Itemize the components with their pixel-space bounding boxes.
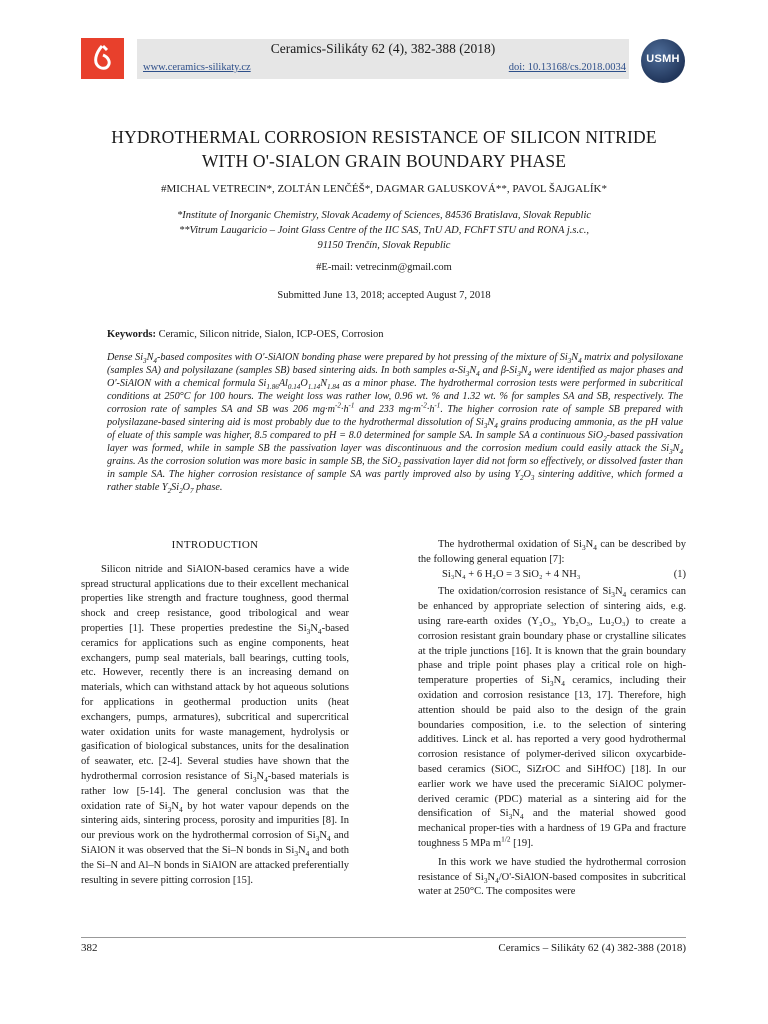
usmh-logo [641,39,685,83]
journal-url-link[interactable]: www.ceramics-silikaty.cz [143,62,251,73]
right-column [418,538,686,900]
abstract: Dense $Si_3N_4$-based composites with O'-SiAlON bonding phase were prepared by hot pressing of the mixture of $Si_3N_4$ matrix and polysiloxane (samples SA) and polysilazane (samples SB) based sintering aids. In both samples $\alpha-Si_3N_4$ and $\beta-Si_3N_4$ were identified as major phases and O'-SiAlON with a chemical formula $Si_{1.86}Al_{0.14}O_{1.14}N_{1.84}$ as a minor phase. The hydrothermal corrosion tests were performed in subcritical conditions at 250°C for 100 hours. The weight loss was rather low, 0.96 wt. % and 1.32 wt. % for samples SA and SB, respectively. The corrosion rate of samples SA and SB was 206 $mg\cdot m^{-2}\cdot h^{-1}$ and 233 $mg\cdot m^{-2}\cdot h^{-1}$. The higher corrosion rate of sample SB prepared with polysilazane-based sintering aid is most probably due to the hydrothermal dissolution of $Si_3N_4$ grains producing ammonia, as the pH value of eluate of this sample was higher, 8.5 compared to pH = 8.0 determined for sample SA. In sample SA a continuous SiO$_2$-based passivation layer was formed, while in sample SB the passivation layer was discontinuous and the corrosion medium could easily attack the $Si_3N_4$ grains. As the corrosion solution was more basic in sample SB, the SiO$_2$ passivation layer did not form so effectively, or dissolved faster than in sample SA. The higher corrosion resistance of sample SA was partly improved also by using $Y_2O_3$ sintering additive, which formed a rather stable $Y_2Si_2O_7$ phase. [107,352,684,496]
ceramics-logo-icon [81,38,124,79]
intro-paragraph-1: Silicon nitride and SiAlON-based ceramics have a wide spread structural applications due to their excellent mechanical properties like strength and fracture toughness, good thermal shock and creep resistance, good tribological and wear properties [1]. These properties predestine the $Si_3N_4$-based ceramics for applications such as engine components, heat exchangers, pump seal materials, ball bearings, cutting tools, etc. However, recently there is an increasing demand on materials, which can withstand attack by hot aqueous solutions for applications in geothermal production units (heat exchangers, pumps, armatures), subcritical and supercritical water oxidation units for waste management, hydrolysis or gasification of biological substances, units for the desalination of seawater, etc. [2-4]. Several studies have shown that the hydrothermal corrosion resistance of $Si_3N_4$-based materials is rather low [5-14]. The general conclusion was that the oxidation rate of $Si_3N_4$ by hot water vapour depends on the sintering aids, sintering process, porosity and impurities [8]. In our previous work on the hydrothermal corrosion of $Si_3N_4$ and SiAlON it was observed that the Si–N bonds in $Si_3N_4$ and both the Si–N and Al–N bonds in SiAlON are attacked preferentially resulting in severe pitting corrosion [15]. [81,563,350,886]
equation-text: Si₃N₄ + 6 H₂O = 3 SiO₂ + 4 NH₃ [442,568,581,580]
right-paragraph-1: The hydrothermal oxidation of $Si_3N_4$ can be described by the following general equation [7]: [418,539,686,565]
right-paragraph-2: The oxidation/corrosion resistance of $Si_3N_4$ ceramics can be enhanced by appropriate selection of sintering aids, e.g. using rare-earth oxides (Y₂O₃, Yb₂O₃, Lu₂O₃) to create a corrosion resistant grain boundary phase or crystalline silicates at the triple junctions [16]. It is known that the grain boundary phase and triple point phases play a critical role on high-temperature properties of $Si_3N_4$ ceramics, including their oxidation and corrosion resistance [13, 17]. Therefore, high attention should be paid also to the design of the grain boundaries composition, i.e. to the selection of sintering additives. Linck et al. has reported a very good hydrothermal corrosion resistance of polymer-derived silicon oxycarbide-based ceramics (SiOC, SiZrOC and SiHfOC) [18]. In our earlier work we have used the preceramic SiAlOC polymer-derived ceramic (PDC) material as a sintering aid for the densification of $Si_3N_4$ and the material showed good mechanical proper-ties with a hardness of 19 GPa and fracture toughness 5 MPa $m^{1/2}$ [19]. [418,586,686,849]
doi-link[interactable]: doi: 10.13168/cs.2018.0034 [508,62,626,73]
journal-reference: Ceramics-Silikáty 62 (4), 382-388 (2018) [270,41,496,56]
title-line-1: HYDROTHERMAL CORROSION RESISTANCE OF SILICON NITRIDE [111,127,657,147]
title-line-2: WITH O'-SIALON GRAIN BOUNDARY PHASE [201,151,567,171]
keywords [107,329,383,340]
left-column [81,538,349,888]
keywords-list: Ceramic, Silicon nitride, Sialon, ICP-OES, Corrosion [158,329,384,340]
affiliation-3: 91150 Trenčín, Slovak Republic [317,240,451,251]
footer-journal-reference: Ceramics – Silikáty 62 (4) 382-388 (2018) [498,942,686,954]
contact-email: #E-mail: vetrecinm@gmail.com [316,262,452,273]
equation-number: (1) [673,568,686,580]
usmh-logo-text: USMH [646,53,680,65]
affiliation-2: **Vitrum Laugaricio – Joint Glass Centre of the IIC SAS, TnU AD, FChFT STU and RONA j.s.c., [178,225,590,236]
right-paragraph-3: In this work we have studied the hydrothermal corrosion resistance of $Si_3N_4/O'-SiAlON$-based composites in subcritical water at 250°C. The composites were [418,856,687,898]
journal-logo [81,38,124,79]
keywords-label: Keywords: [107,329,156,340]
equation-1 [418,568,686,583]
submission-dates: Submitted June 13, 2018; accepted August 7, 2018 [277,290,491,301]
affiliation-1: *Institute of Inorganic Chemistry, Slovak Academy of Sciences, 84536 Bratislava, Slovak Republic [176,210,592,221]
article-title [60,125,708,173]
affiliations [60,208,708,253]
footer-divider [81,937,686,938]
page-number: 382 [81,942,98,954]
authors: #MICHAL VETRECIN*, ZOLTÁN LENČÉŠ*, DAGMAR GALUSKOVÁ**, PAVOL ŠAJGALÍK* [161,183,607,195]
introduction-heading: INTRODUCTION [171,539,259,551]
